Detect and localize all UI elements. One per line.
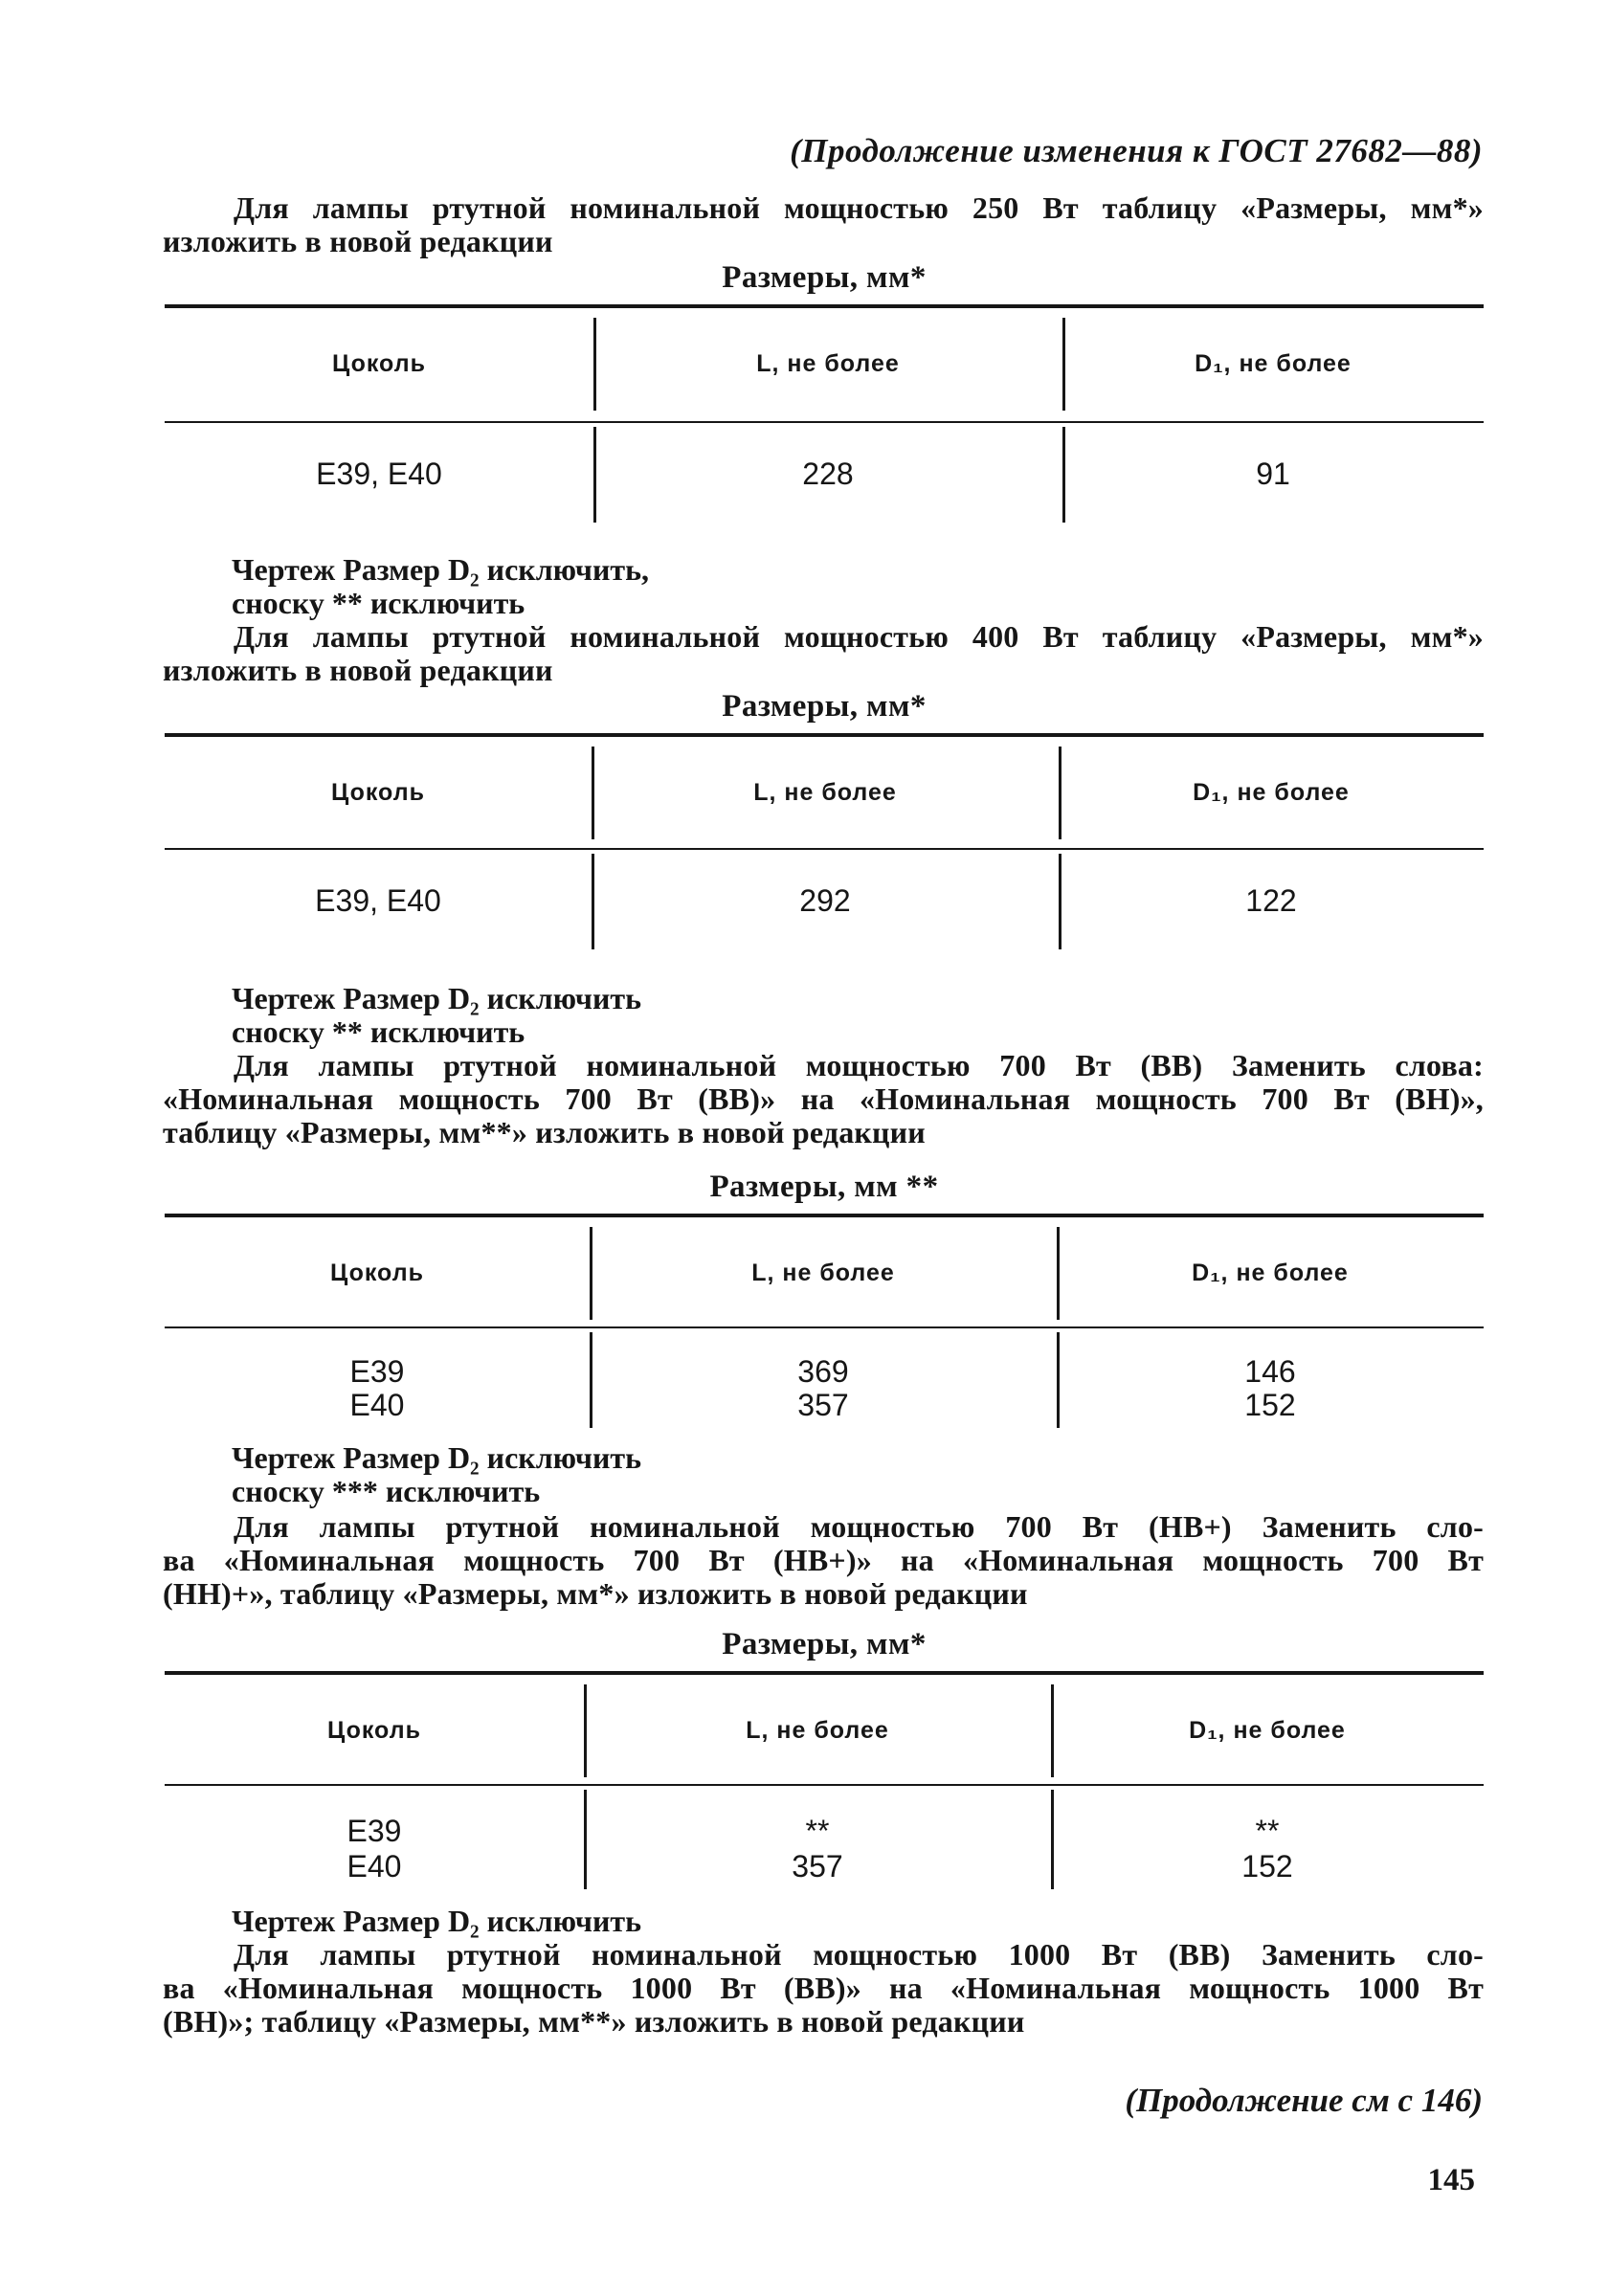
table-cell: 369 — [797, 1354, 849, 1389]
column-header: L, не более — [751, 1259, 895, 1286]
block-1-footnote-note: сноску ** исключить — [232, 586, 525, 620]
table-cell: 146 — [1244, 1354, 1296, 1389]
block-2-intro: Для лампы ртутной номинальной мощностью 400 Вт таблицу «Размеры, мм*» изложить в новой редакции — [163, 619, 1484, 687]
table-cell: 91 — [1256, 457, 1290, 491]
block-2-table — [165, 733, 1484, 953]
block-3-footnote-note: сноску *** исключить — [232, 1474, 541, 1508]
table-cell: Е39, Е40 — [316, 457, 442, 491]
block-4-intro: Для лампы ртутной номинальной мощностью 700 Вт (НВ+) Заменить сло- ва «Номинальная мощность 700 Вт (НВ+)» на «Номинальная мощность 700 Вт (НН)+», таблицу «Размеры, мм*» изложить в новой редакции — [163, 1509, 1484, 1611]
table-cell: 152 — [1244, 1388, 1296, 1422]
block-4-drawing-note: Чертеж Размер D₂ исключить — [232, 1904, 642, 1938]
header-note: (Продолжение изменения к ГОСТ 27682—88) — [790, 132, 1483, 169]
page-number: 145 — [1427, 2163, 1475, 2197]
continuation-note: (Продолжение см с 146) — [1125, 2082, 1483, 2119]
column-header: Цоколь — [330, 1259, 424, 1286]
block-4-table — [165, 1671, 1484, 1891]
block-1-table — [165, 304, 1484, 524]
table-cell: ** — [1255, 1814, 1280, 1848]
table-cell: ** — [805, 1814, 830, 1848]
table-cell: 228 — [802, 457, 854, 491]
column-header: Цоколь — [327, 1717, 421, 1744]
column-header: D₁, не более — [1193, 779, 1350, 806]
column-header: Цоколь — [332, 350, 426, 377]
table-cell: Е40 — [346, 1849, 402, 1884]
column-header: L, не более — [753, 779, 897, 806]
column-header: D₁, не более — [1189, 1717, 1346, 1744]
block-4-caption: Размеры, мм* — [722, 1627, 927, 1661]
column-header: D₁, не более — [1195, 350, 1352, 377]
table-cell: Е39, Е40 — [315, 883, 441, 918]
block-3-caption: Размеры, мм ** — [709, 1170, 939, 1204]
table-cell: 292 — [799, 883, 851, 918]
block-2-footnote-note: сноску ** исключить — [232, 1014, 525, 1049]
column-header: D₁, не более — [1192, 1259, 1349, 1286]
column-header: L, не более — [746, 1717, 889, 1744]
block-3-drawing-note: Чертеж Размер D₂ исключить — [232, 1440, 642, 1475]
table-cell: Е39 — [349, 1354, 405, 1389]
block-2-drawing-note: Чертеж Размер D₂ исключить — [232, 981, 642, 1015]
block-2-caption: Размеры, мм* — [722, 689, 927, 724]
table-cell: 357 — [797, 1388, 849, 1422]
table-cell: 122 — [1245, 883, 1297, 918]
table-cell: Е39 — [346, 1814, 402, 1848]
closing-paragraph: Для лампы ртутной номинальной мощностью 1000 Вт (ВВ) Заменить сло- ва «Номинальная мощность 1000 Вт (ВВ)» на «Номинальная мощность 1000 Вт (ВН)»; таблицу «Размеры, мм**» изложить в новой редакции — [163, 1937, 1484, 2039]
block-1-drawing-note: Чертеж Размер D₂ исключить, — [232, 552, 650, 587]
table-cell: 357 — [792, 1849, 843, 1884]
column-header: Цоколь — [331, 779, 425, 806]
block-3-table — [165, 1214, 1484, 1430]
block-1-intro: Для лампы ртутной номинальной мощностью 250 Вт таблицу «Размеры, мм*» изложить в новой редакции — [163, 190, 1484, 258]
column-header: L, не более — [756, 350, 900, 377]
table-cell: Е40 — [349, 1388, 405, 1422]
table-cell: 152 — [1241, 1849, 1293, 1884]
block-3-intro: Для лампы ртутной номинальной мощностью 700 Вт (ВВ) Заменить слова: «Номинальная мощность 700 Вт (ВВ)» на «Номинальная мощность 700 Вт (ВН)», таблицу «Размеры, мм**» изложить в новой редакции — [163, 1048, 1484, 1149]
block-1-caption: Размеры, мм* — [722, 260, 927, 295]
